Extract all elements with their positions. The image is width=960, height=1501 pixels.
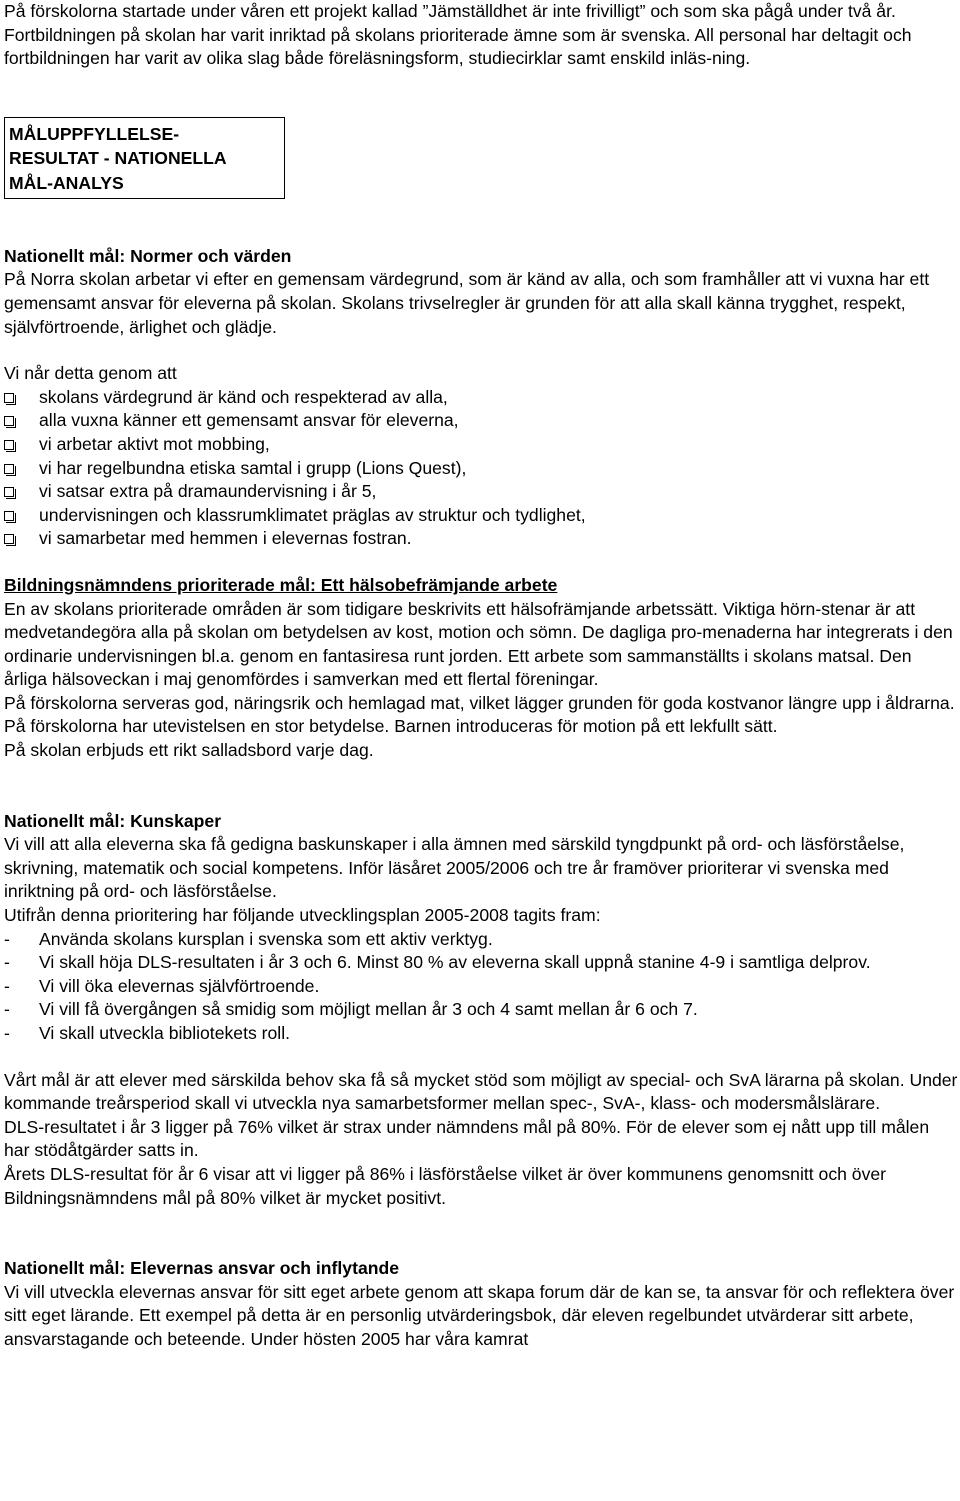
section-heading-halsa: Bildningsnämndens prioriterade mål: Ett hälsobefrämjande arbete	[4, 574, 558, 595]
checkbox-bullet-icon	[4, 440, 14, 450]
halsa-paragraph-3: På skolan erbjuds ett rikt salladsbord varje dag.	[4, 740, 374, 761]
kunskaper-paragraph-4: DLS-resultatet i år 3 ligger på 76% vilket är strax under nämndens mål på 80%. För de elever som ej nått upp till målen har stödåtgärder satts in.	[4, 1116, 930, 1161]
list-item: - Vi skall höja DLS-resultaten i år 3 och 6. Minst 80 % av eleverna skall uppnå stanine 4-9 i samtliga delprov.	[4, 951, 958, 975]
section-kunskaper	[4, 810, 958, 1211]
list-item: - Använda skolans kursplan i svenska som ett aktiv verktyg.	[4, 928, 958, 952]
box-line-3: MÅL-ANALYS	[9, 172, 124, 193]
checkbox-bullet-icon	[4, 393, 14, 403]
box-line-1: MÅLUPPFYLLELSE-	[9, 123, 180, 144]
list-item: vi arbetar aktivt mot mobbing,	[4, 433, 958, 457]
section-halsa	[4, 574, 958, 763]
kunskaper-dash-list	[4, 928, 958, 1046]
box-line-2: RESULTAT - NATIONELLA	[9, 148, 227, 169]
list-item: vi har regelbundna etiska samtal i grupp (Lions Quest),	[4, 457, 958, 481]
checkbox-bullet-icon	[4, 534, 14, 544]
ansvar-paragraph: Vi vill utveckla elevernas ansvar för sitt eget arbete genom att skapa forum där de kan se, ta ansvar för och reflektera över sitt eget lärande. Ett exempel på detta är en personlig utvärderingsbok, där eleven regelbundet utvärderar sitt arbete, ansvarstagande och beteende. Under hösten 2005 har våra kamrat	[4, 1281, 955, 1349]
checkbox-bullet-icon	[4, 416, 14, 426]
section-heading-normer: Nationellt mål: Normer och värden	[4, 245, 292, 266]
list-item: - Vi skall utveckla bibliotekets roll.	[4, 1022, 958, 1046]
list-item: - Vi vill få övergången så smidig som möjligt mellan år 3 och 4 samt mellan år 6 och 7.	[4, 998, 958, 1022]
section-heading-ansvar: Nationellt mål: Elevernas ansvar och inflytande	[4, 1258, 400, 1279]
checkbox-bullet-icon	[4, 487, 14, 497]
normer-lead: Vi når detta genom att	[4, 363, 177, 384]
list-item: vi satsar extra på dramaundervisning i år 5,	[4, 480, 958, 504]
list-item: vi samarbetar med hemmen i elevernas fostran.	[4, 527, 958, 551]
normer-checklist	[4, 386, 958, 551]
list-item: skolans värdegrund är känd och respekterad av alla,	[4, 386, 958, 410]
normer-paragraph: På Norra skolan arbetar vi efter en gemensam värdegrund, som är känd av alla, och som framhåller att vi vuxna har ett gemensamt ansvar för eleverna på skolan. Skolans trivselregler är grunden för att alla skall känna trygghet, respekt, självförtroende, ärlighet och glädje.	[4, 269, 930, 337]
section-heading-kunskaper: Nationellt mål: Kunskaper	[4, 810, 222, 831]
section-normer	[4, 245, 958, 551]
halsa-paragraph-2: På förskolorna serveras god, näringsrik och hemlagad mat, vilket lägger grunden för goda kostvanor längre upp i åldrarna. På förskolorna har utevistelsen en stor betydelse. Barnen introduceras för motion på ett lekfullt sätt.	[4, 692, 955, 737]
halsa-paragraph-1: En av skolans prioriterade områden är som tidigare beskrivits ett hälsofrämjande arbetssätt. Viktiga hörn-stenar är att medvetandegöra alla på skolan om betydelsen av kost, motion och sömn. De dagliga pro-menaderna har integrerats i den ordinarie undervisningen bl.a. genom en fantasiresa runt jorden. Ett arbete som sammanställts i skolans matsal. Den årliga hälsoveckan i maj genomfördes i samverkan med ett flertal föreningar.	[4, 598, 953, 690]
kunskaper-paragraph-5: Årets DLS-resultat för år 6 visar att vi ligger på 86% i läsförståelse vilket är över kommunens genomsnitt och över Bildningsnämndens mål på 80% vilket är mycket positivt.	[4, 1163, 887, 1208]
intro-paragraph-1: På förskolorna startade under våren ett projekt kallad ”Jämställdhet är inte frivilligt” och som ska pågå under två år.	[4, 1, 896, 21]
list-item: undervisningen och klassrumklimatet präglas av struktur och tydlighet,	[4, 504, 958, 528]
checkbox-bullet-icon	[4, 511, 14, 521]
spacer	[4, 199, 958, 245]
intro-paragraph-2: Fortbildningen på skolan har varit inriktad på skolans prioriterade ämne som är svenska. All personal har deltagit och fortbildningen har varit av olika slag både föreläsningsform, studiecirklar samt enskild inläs-ning.	[4, 24, 912, 69]
checkbox-bullet-icon	[4, 464, 14, 474]
list-item: alla vuxna känner ett gemensamt ansvar för eleverna,	[4, 409, 958, 433]
kunskaper-paragraph-1: Vi vill att alla eleverna ska få gedigna baskunskaper i alla ämnen med särskild tyngdpunkt på ord- och läsförståelse, skrivning, matematik och social kompetens. Inför läsåret 2005/2006 och tre år framöver prioriterar vi svenska med inriktning på ord- och läsförståelse.	[4, 834, 905, 902]
list-item: - Vi vill öka elevernas självförtroende.	[4, 975, 958, 999]
kunskaper-paragraph-3: Vårt mål är att elever med särskilda behov ska få så mycket stöd som möjligt av special- och SvA lärarna på skolan. Under kommande treårsperiod skall vi utveckla nya samarbetsformer mellan spec-, SvA-, klass- och modersmålslärare.	[4, 1069, 958, 1114]
section-title-box	[4, 117, 285, 199]
section-ansvar	[4, 1257, 958, 1351]
kunskaper-paragraph-2: Utifrån denna prioritering har följande utvecklingsplan 2005-2008 tagits fram:	[4, 905, 601, 926]
document-page	[4, 0, 958, 1352]
